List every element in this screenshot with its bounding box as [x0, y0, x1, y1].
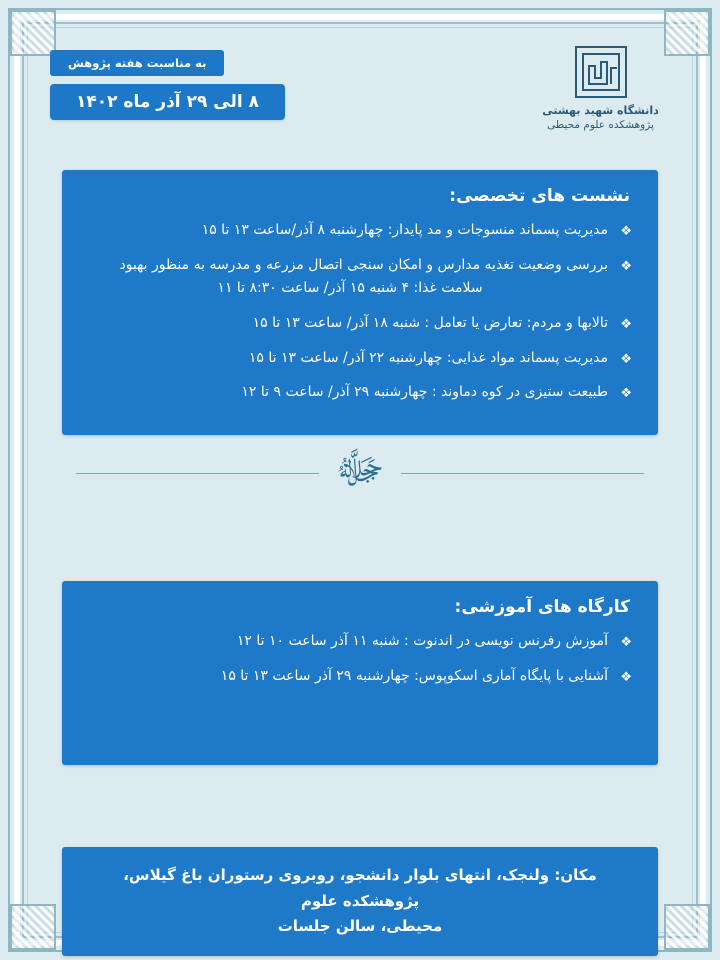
list-item-text: بررسی وضعیت تغذیه مدارس و امکان سنجی اتصال مزرعه و مدرسه به منظور بهبود [119, 256, 608, 273]
list-item [86, 382, 634, 404]
list-item [86, 255, 634, 300]
list-item-text: آموزش رفرنس نویسی در اندنوت : شنبه ۱۱ آذر ساعت ۱۰ تا ۱۲ [236, 633, 608, 650]
university-name: دانشگاه شهید بهشتی [542, 104, 659, 117]
university-emblem-icon [573, 44, 629, 100]
list-item-text: مدیریت پسماند منسوجات و مد پایدار: چهارشنبه ۸ آذر/ساعت ۱۳ تا ۱۵ [201, 222, 608, 238]
occasion-badge: به مناسبت هفته پژوهش [50, 50, 224, 76]
workshops-list [86, 631, 634, 687]
diamond-bullet-icon: ❖ [620, 351, 632, 367]
specialized-sessions-list [86, 220, 634, 404]
list-item-text: آشنایی با پایگاه آماری اسکوپوس: چهارشنبه ۲۹ آذر ساعت ۱۳ تا ۱۵ [220, 667, 608, 684]
university-logo [533, 40, 668, 160]
poster-header [32, 32, 688, 162]
date-badge: ۸ الی ۲۹ آذر ماه ۱۴۰۲ [50, 84, 285, 120]
list-item-text: تالابها و مردم: تعارض یا تعامل : شنبه ۱۸ آذر/ ساعت ۱۳ تا ۱۵ [252, 315, 608, 332]
flourish-glyph: ﷻ [319, 447, 401, 491]
location-line-1: مکان: ولنجک، انتهای بلوار دانشجو، روبروی رستوران باغ گیلاس، پژوهشکده علوم [123, 866, 597, 910]
list-item [86, 348, 634, 370]
diamond-bullet-icon: ❖ [620, 258, 632, 274]
section-divider [62, 439, 658, 511]
specialized-sessions-panel [62, 170, 658, 435]
diamond-bullet-icon: ❖ [620, 669, 632, 685]
list-item [86, 666, 634, 688]
location-panel [62, 847, 658, 956]
list-item-subtext: سلامت غذا: ۴ شنبه ۱۵ آذر/ ساعت ۸:۳۰ تا ۱۱ [217, 280, 483, 297]
institute-name: پژوهشکده علوم محیطی [547, 119, 654, 131]
diamond-bullet-icon: ❖ [620, 635, 632, 651]
specialized-sessions-title: نشست های تخصصی: [449, 186, 630, 206]
list-item [86, 313, 634, 335]
diamond-bullet-icon: ❖ [620, 224, 632, 239]
list-item-text: طبیعت ستیزی در کوه دماوند : چهارشنبه ۲۹ آذر/ ساعت ۹ تا ۱۲ [241, 384, 608, 401]
diamond-bullet-icon: ❖ [620, 386, 632, 402]
diamond-bullet-icon: ❖ [620, 317, 632, 333]
poster-content [32, 32, 688, 936]
workshops-title: کارگاه های آموزشی: [454, 597, 630, 618]
list-item-text: مدیریت پسماند مواد غذایی: چهارشنبه ۲۲ آذر/ ساعت ۱۳ تا ۱۵ [248, 349, 608, 366]
list-item [86, 631, 634, 653]
location-line-2: محیطی، سالن جلسات [277, 917, 443, 936]
calligraphic-flourish-icon [62, 443, 658, 495]
list-item [86, 220, 634, 242]
workshops-panel [62, 581, 658, 765]
